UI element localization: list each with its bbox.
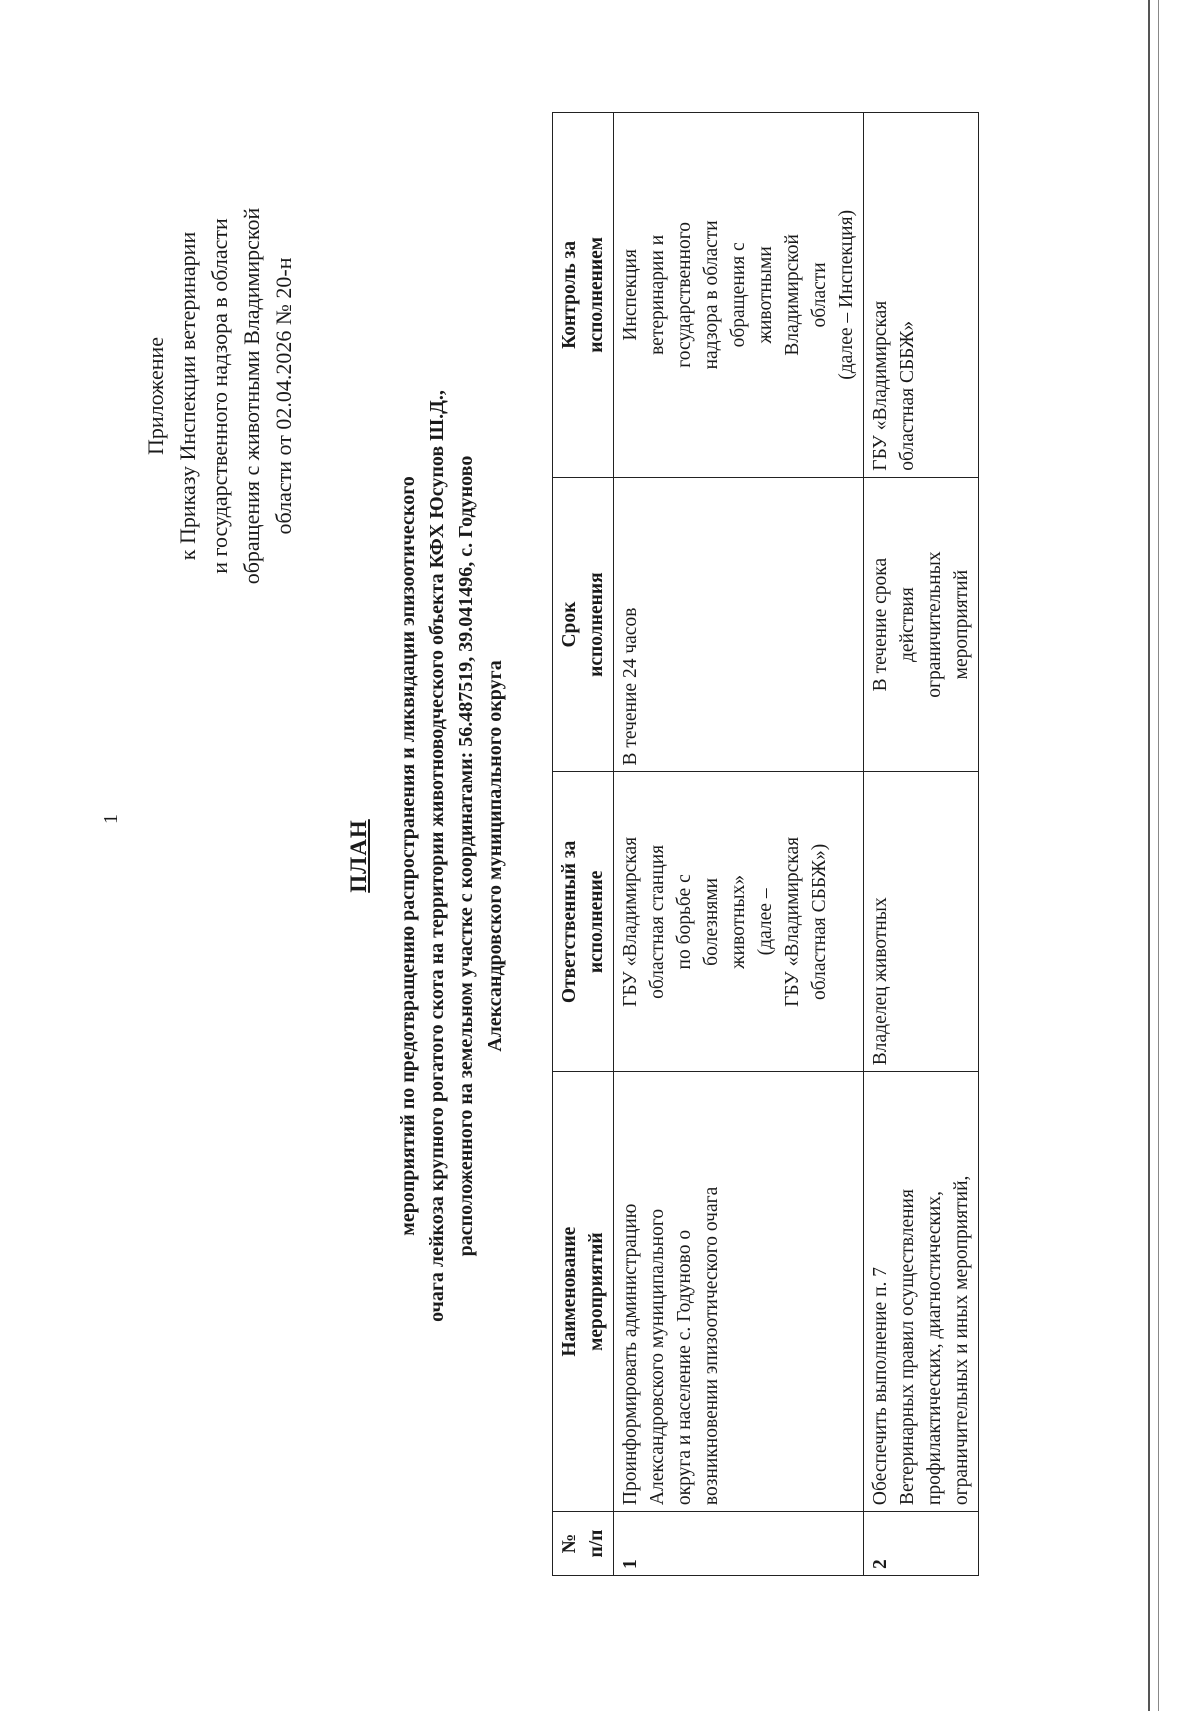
header-number: № п/п [553, 1512, 614, 1576]
header-responsible: Ответственный за исполнение [553, 772, 614, 1072]
appendix-line: обращения с животными Владимирской [239, 207, 264, 585]
page-number: 1 [100, 814, 122, 824]
header-control: Контроль за исполнением [553, 113, 614, 478]
appendix-line: области от 02.04.2026 № 20-н [271, 257, 296, 535]
row-number: 1 [614, 1512, 864, 1576]
subtitle-line: Александровского муниципального округа [484, 660, 506, 1052]
table-row [614, 113, 864, 1576]
subtitle-line: мероприятий по предотвращению распространения и ликвидации эпизоотического [397, 476, 419, 1236]
appendix-line: к Приказу Инспекции ветеринарии [175, 231, 200, 561]
control-cell: Инспекция ветеринарии и государственного надзора в области обращения с животными Владимирской области (далее – Инспекция) [614, 113, 864, 478]
deadline-cell: В течение срока действия ограничительных мероприятий [864, 477, 979, 772]
rotated-document-page [100, 76, 1000, 1636]
subtitle-line: расположенного на земельном участке с координатами: 56.487519, 39.041496, с. Годуново [455, 455, 477, 1257]
scan-edge-line [1148, 0, 1150, 1711]
appendix-header [140, 136, 300, 656]
row-number: 2 [864, 1512, 979, 1576]
measure-name-cell: Проинформировать администрацию Александровского муниципального округа и население с. Годуново о возникновении эпизоотического очага [614, 1072, 864, 1512]
document-heading: ПЛАН [346, 819, 371, 893]
responsible-cell: ГБУ «Владимирская областная станция по борьбе с болезнями животных» (далее – ГБУ «Владимирская областная СББЖ») [614, 772, 864, 1072]
responsible-cell: Владелец животных [864, 772, 979, 1072]
subtitle-line: очага лейкоза крупного рогатого скота на территории животноводческого объекта КФХ Юсупов Ш.Д., [426, 390, 448, 1322]
appendix-line: и государственного надзора в области [207, 218, 232, 574]
measure-name-cell: Обеспечить выполнение п. 7 Ветеринарных правил осуществления профилактических, диагностических, ограничительных и иных мероприятий, [864, 1072, 979, 1512]
deadline-cell: В течение 24 часов [614, 477, 864, 772]
header-deadline: Срок исполнения [553, 477, 614, 772]
header-measure-name: Наименование мероприятий [553, 1072, 614, 1512]
control-cell: ГБУ «Владимирская областная СББЖ» [864, 113, 979, 478]
appendix-line: Приложение [143, 336, 168, 456]
scan-edge-line [1158, 0, 1159, 1711]
table-row [864, 113, 979, 1576]
document-subtitle [394, 76, 510, 1636]
measures-table [552, 112, 979, 1576]
table-header-row [553, 113, 614, 1576]
